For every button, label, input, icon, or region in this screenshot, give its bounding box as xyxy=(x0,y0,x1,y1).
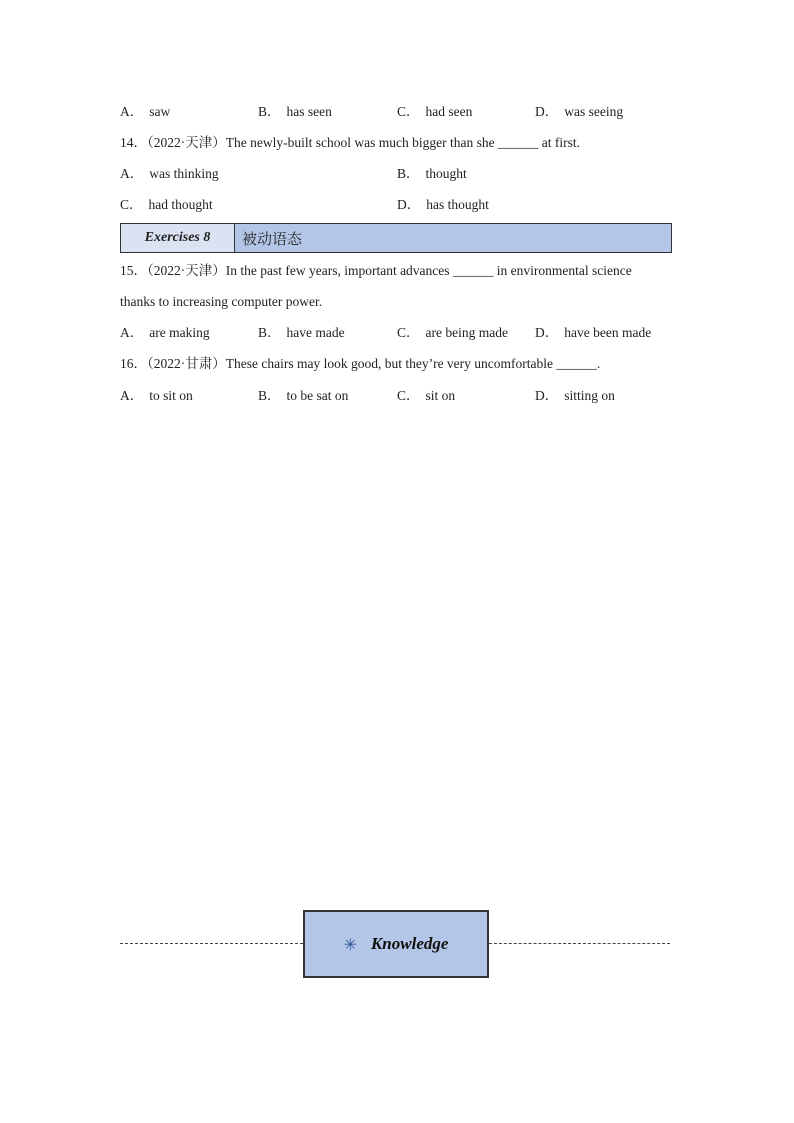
q15-option-a xyxy=(120,324,210,342)
option-letter: C． xyxy=(397,104,420,119)
right-dashed-divider xyxy=(489,943,670,944)
exercise-header xyxy=(120,223,672,253)
q16-option-d xyxy=(535,387,615,405)
knowledge-label: Knowledge xyxy=(370,934,449,953)
q13-option-d xyxy=(535,103,623,121)
q15-stem-line2: thanks to increasing computer power. xyxy=(120,294,323,309)
option-letter: C． xyxy=(397,388,420,403)
option-text: to be sat on xyxy=(286,388,349,403)
option-text: saw xyxy=(149,104,171,119)
option-text: had thought xyxy=(148,197,213,212)
option-letter: A． xyxy=(120,388,144,403)
option-text: has thought xyxy=(426,197,489,212)
option-letter: D． xyxy=(397,197,421,212)
knowledge-banner xyxy=(303,910,489,978)
exercise-label: Exercises 8 xyxy=(121,224,235,252)
q16-option-a xyxy=(120,387,193,405)
q13-option-c xyxy=(397,103,472,121)
option-text: thought xyxy=(425,166,467,181)
option-letter: D． xyxy=(535,104,559,119)
q15-option-c xyxy=(397,324,508,342)
q13-option-b xyxy=(258,103,332,121)
option-text: to sit on xyxy=(149,388,193,403)
option-letter: D． xyxy=(535,325,559,340)
q14-stem: 14．（2022·天津）The newly-built school was much bigger than she ______ at first. xyxy=(120,135,581,150)
q16-option-b xyxy=(258,387,348,405)
option-letter: B． xyxy=(258,325,281,340)
option-letter: A． xyxy=(120,104,144,119)
option-text: had seen xyxy=(425,104,473,119)
q16-option-c xyxy=(397,387,455,405)
option-text: have been made xyxy=(564,325,652,340)
exercise-topic: 被动语态 xyxy=(242,229,303,248)
option-letter: C． xyxy=(120,197,143,212)
option-letter: B． xyxy=(397,166,420,181)
q14-option-d xyxy=(397,196,489,214)
q15-option-d xyxy=(535,324,651,342)
sparkle-icon: ✳ xyxy=(343,934,357,954)
option-text: have made xyxy=(286,325,345,340)
q13-option-a xyxy=(120,103,170,121)
option-letter: A． xyxy=(120,166,144,181)
option-text: was seeing xyxy=(564,104,624,119)
left-dashed-divider xyxy=(120,943,303,944)
option-letter: C． xyxy=(397,325,420,340)
option-text: was thinking xyxy=(149,166,219,181)
q15-stem-line1: 15．（2022·天津）In the past few years, important advances ______ in environmental science xyxy=(120,263,632,278)
option-text: are being made xyxy=(425,325,508,340)
option-letter: B． xyxy=(258,388,281,403)
q14-option-c xyxy=(120,196,213,214)
option-letter: D． xyxy=(535,388,559,403)
q14-option-b xyxy=(397,165,467,183)
option-letter: A． xyxy=(120,325,144,340)
option-text: sitting on xyxy=(564,388,615,403)
q16-stem: 16．（2022·甘肃）These chairs may look good, but they’re very uncomfortable ______. xyxy=(120,356,601,371)
option-letter: B． xyxy=(258,104,281,119)
option-text: has seen xyxy=(286,104,332,119)
q14-option-a xyxy=(120,165,219,183)
option-text: are making xyxy=(149,325,210,340)
q15-option-b xyxy=(258,324,345,342)
option-text: sit on xyxy=(425,388,456,403)
